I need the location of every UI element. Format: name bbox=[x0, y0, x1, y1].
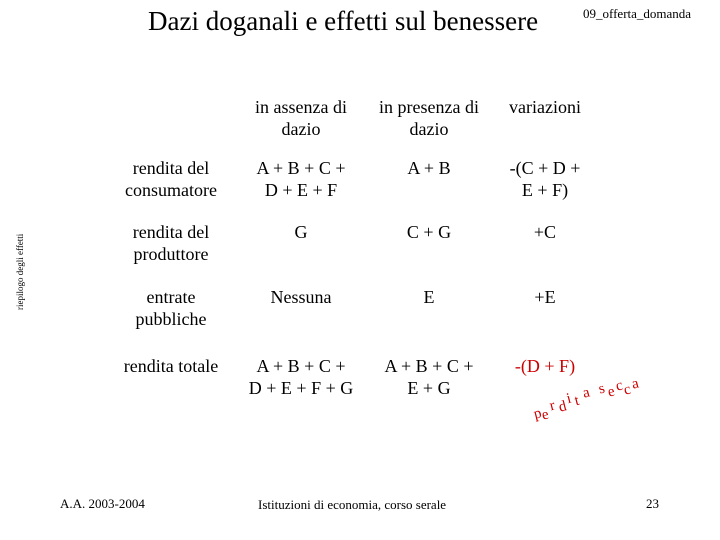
header-variation bbox=[493, 96, 597, 118]
annotation-letter: r bbox=[548, 397, 558, 415]
annotation-letter: i bbox=[564, 390, 573, 408]
cell-total-present: A + B + C + E + G bbox=[384, 356, 474, 398]
cell-producer-absent: G bbox=[294, 222, 308, 242]
header-variation-line-1: variazioni bbox=[509, 97, 581, 117]
slide-title: Dazi doganali e effetti sul benessere bbox=[148, 6, 539, 36]
annotation-letter: a bbox=[581, 384, 592, 402]
file-label: 09_offerta_domanda bbox=[583, 6, 692, 21]
page-number: 23 bbox=[646, 496, 659, 511]
header-absent-line-2: dazio bbox=[281, 119, 321, 139]
annotation-letter: p bbox=[532, 405, 544, 423]
annotation-letter: t bbox=[572, 392, 581, 409]
annotation-letter: c bbox=[621, 381, 633, 399]
annotation-letter: e bbox=[540, 406, 551, 424]
cell-total-absent: A + B + C + D + E + F + G bbox=[248, 356, 354, 398]
cell-consumer-present: A + B bbox=[407, 158, 451, 178]
header-present-line-1: in presenza di bbox=[379, 97, 479, 117]
cell-producer-present: C + G bbox=[406, 222, 452, 242]
cell-revenue-absent: Nessuna bbox=[270, 287, 332, 307]
cell-consumer-absent: A + B + C + D + E + F bbox=[256, 158, 346, 200]
side-label: riepilogo degli effetti bbox=[15, 233, 25, 310]
cell-revenue-present: E bbox=[423, 287, 435, 307]
annotation-letter: s bbox=[597, 380, 607, 398]
header-absent-line-1: in assenza di bbox=[255, 97, 347, 117]
row-label-consumer-surplus: rendita del consumatore bbox=[125, 158, 217, 200]
header-present-line-2: dazio bbox=[409, 119, 449, 139]
annotation-letter: c bbox=[613, 377, 625, 395]
row-label-public-revenue: entrate pubbliche bbox=[135, 287, 207, 329]
cell-consumer-variation: -(C + D + E + F) bbox=[509, 158, 581, 200]
annotation-letter: a bbox=[630, 375, 641, 393]
footer-course: Istituzioni di economia, corso serale bbox=[258, 497, 447, 512]
cell-producer-variation: +C bbox=[533, 222, 557, 242]
row-label-producer-surplus: rendita del produttore bbox=[132, 222, 210, 264]
cell-total-variation: -(D + F) bbox=[514, 356, 576, 376]
cell-revenue-variation: +E bbox=[534, 287, 556, 307]
annotation-letter: d bbox=[556, 398, 568, 416]
annotation-letter: e bbox=[605, 383, 616, 401]
header-absent bbox=[236, 96, 366, 140]
footer-year: A.A. 2003-2004 bbox=[60, 496, 145, 511]
header-present bbox=[364, 96, 494, 140]
row-label-total-surplus: rendita totale bbox=[123, 356, 219, 376]
